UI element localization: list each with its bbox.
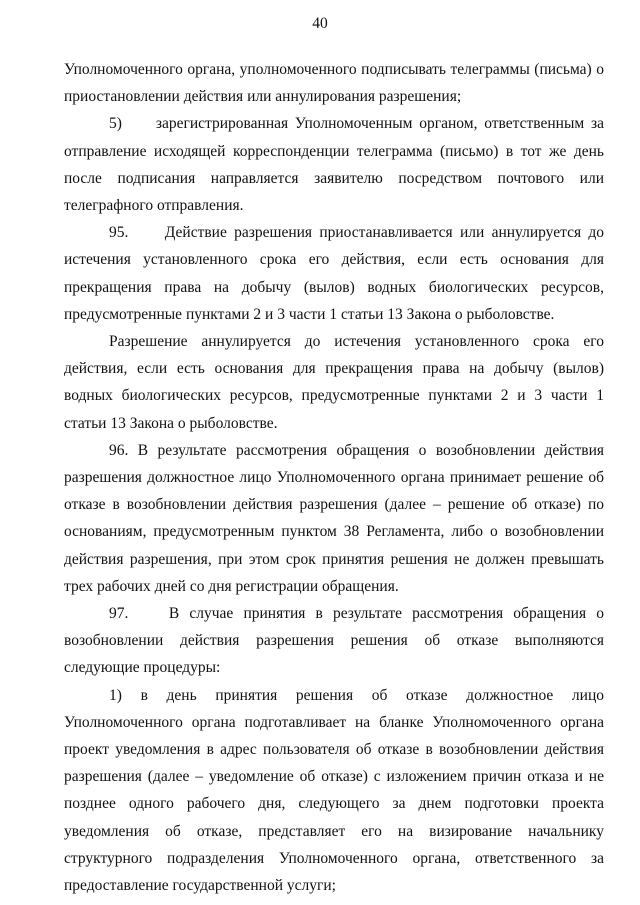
paragraph-continuation: Уполномоченного органа, уполномоченного подписывать телеграммы (письма) о приостановлении действия или аннулирования разрешения; <box>64 61 604 106</box>
paragraph-95-annulment: Разрешение аннулируется до истечения установленного срока его действия, если есть основания для прекращения права на добычу (вылов) водных биологических ресурсов, предусмотренные пунктами 2 и 3 части 1 статьи 13 Закона о рыболовстве. <box>64 333 604 432</box>
paragraph-95: 95. Действие разрешения приостанавливается или аннулируется до истечения установленного срока его действия, если есть основания для прекращения права на добычу (вылов) водных биологических ресурсов, предусмотренные пунктами 2 и 3 части 1 статьи 13 Закона о рыболовстве. <box>64 224 604 323</box>
paragraph-97-item-1: 1) в день принятия решения об отказе должностное лицо Уполномоченного органа подготавливает на бланке Уполномоченного органа проект уведомления в адрес пользователя об отказе в возобновлении действия разрешения (далее – уведомление об отказе) с изложением причин отказа и не позднее одного рабочего дня, следующего за днем подготовки проекта уведомления об отказе, представляет его на визирование начальнику структурного подразделения Уполномоченного органа, ответственного за предоставление государственной услуги; <box>64 686 604 895</box>
document-body <box>64 56 604 899</box>
paragraph-96: 96. В результате рассмотрения обращения о возобновлении действия разрешения должностное лицо Уполномоченного органа принимает решение об отказе в возобновлении действия разрешения (далее – решение об отказе) по основаниям, предусмотренным пунктом 38 Регламента, либо о возобновлении действия разрешения, при этом срок принятия решения не должен превышать трех рабочих дней со дня регистрации обращения. <box>64 441 604 595</box>
paragraph-item-5: 5) зарегистрированная Уполномоченным органом, ответственным за отправление исходящей корреспонденции телеграмма (письмо) в тот же день после подписания направляется заявителю посредством почтового или телеграфного отправления. <box>64 115 604 215</box>
page-number: 40 <box>312 15 328 32</box>
paragraph-97: 97. В случае принятия в результате рассмотрения обращения о возобновлении действия разрешения решения об отказе выполняются следующие процедуры: <box>64 605 604 677</box>
